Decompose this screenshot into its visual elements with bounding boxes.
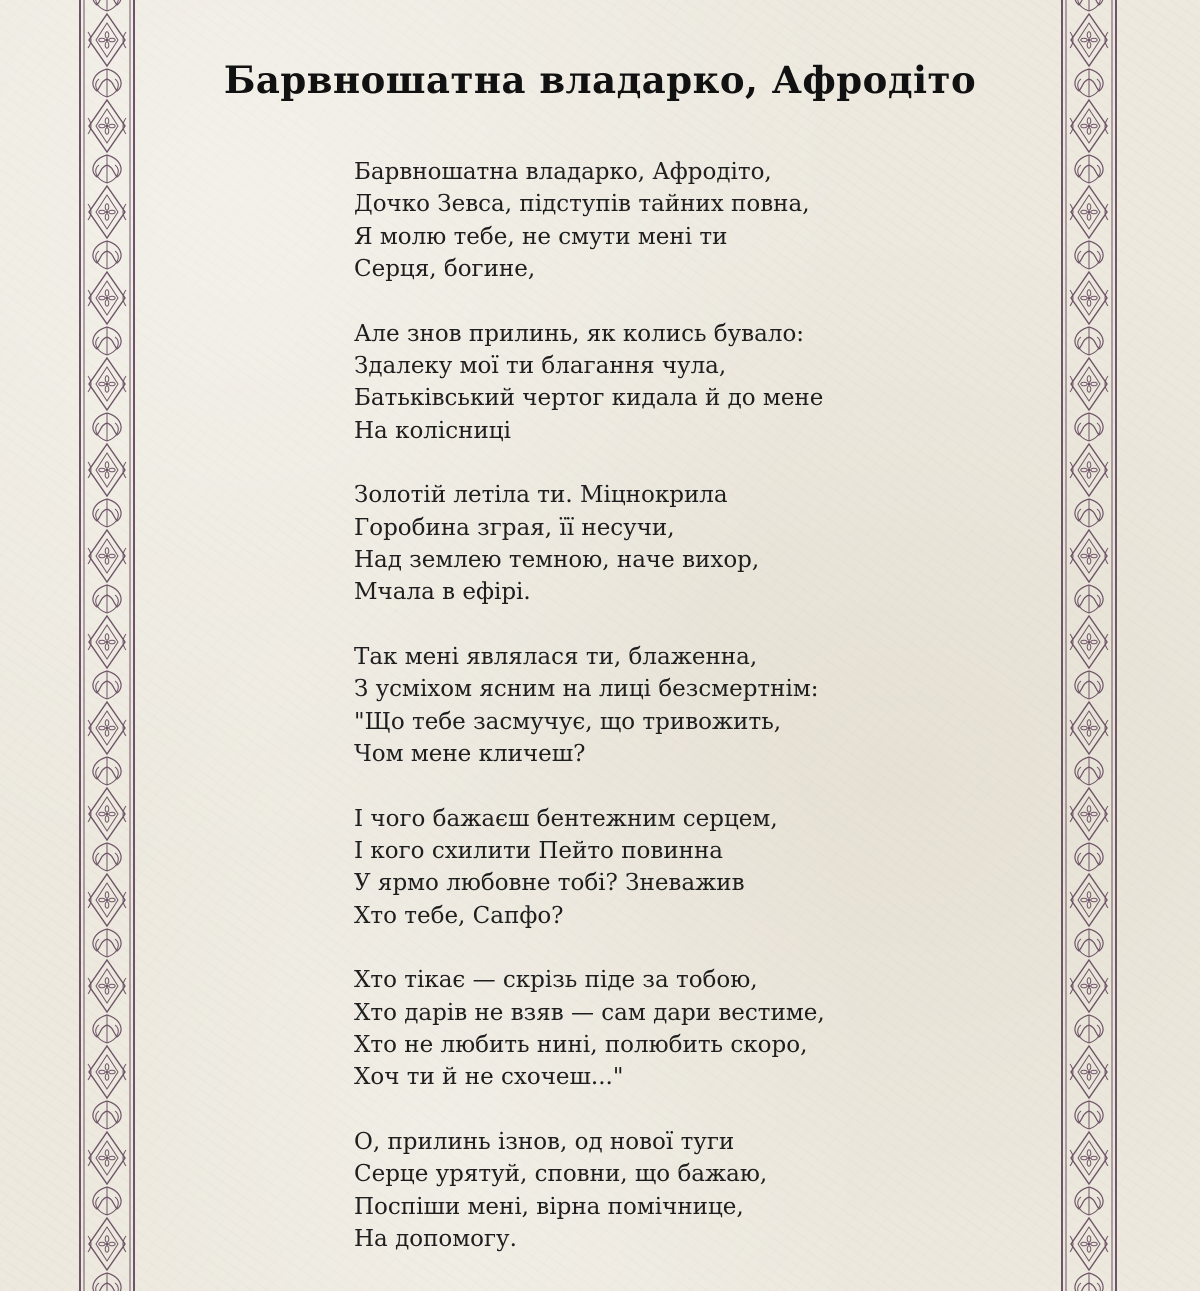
stanza: [354, 964, 994, 1094]
poem-line: У ярмо любовне тобі? Зневажив: [354, 870, 745, 897]
poem-line: І кого схилити Пейто повинна: [354, 837, 724, 864]
poem-line: Хто тебе, Сапфо?: [354, 902, 564, 929]
stanza: [354, 156, 994, 286]
poem-line: Золотій летіла ти. Міцнокрила: [354, 482, 728, 509]
stanza: [354, 1126, 994, 1256]
poem-line: Хто дарів не взяв — сам дари вестиме,: [354, 999, 825, 1026]
poem-body: [354, 156, 994, 1287]
poem-line: Барвношатна владарко, Афродіто,: [354, 159, 772, 185]
poem-line: На колісниці: [354, 417, 511, 444]
stanza: [354, 479, 994, 609]
stanza: [354, 318, 994, 448]
poem-line: Хто тікає — скрізь піде за тобою,: [354, 967, 758, 994]
poem-line: Я молю тебе, не смути мені ти: [354, 223, 728, 250]
poem-title: Барвношатна владарко, Афродіто: [223, 58, 977, 102]
stanza: [354, 641, 994, 771]
poem-line: Мчала в ефірі.: [354, 579, 531, 606]
poem-line: Горобина зграя, її несучи,: [354, 514, 675, 541]
poem-line: "Що тебе засмучує, що тривожить,: [354, 708, 782, 735]
poem-line: Над землею темною, наче вихор,: [354, 547, 760, 574]
ornament-pattern: [78, 0, 136, 1291]
poem-line: І чого бажаєш бентежним серцем,: [354, 805, 778, 832]
poem-line: Поспіши мені, вірна помічнице,: [354, 1193, 744, 1220]
poem-line: Батьківський чертог кидала й до мене: [354, 385, 824, 412]
poem-line: Хто не любить нині, полюбить скоро,: [354, 1031, 808, 1058]
poem-line: Здалеку мої ти благання чула,: [354, 353, 727, 380]
poem-line: Дочко Зевса, підступів тайних повна,: [354, 191, 810, 218]
poem-line: О, прилинь ізнов, од нової туги: [354, 1128, 735, 1155]
poem-line: Серце урятуй, сповни, що бажаю,: [354, 1161, 768, 1188]
poem-line: Але знов прилинь, як колись бувало:: [354, 320, 805, 347]
poem-line: Хоч ти й не схочеш...": [354, 1064, 624, 1091]
poem-line: З усміхом ясним на лиці безсмертнім:: [354, 676, 819, 703]
poem-line: Так мені являлася ти, блаженна,: [354, 643, 758, 670]
stanza: [354, 803, 994, 933]
left-ornamental-border: [78, 0, 136, 1291]
poem-line: На допомогу.: [354, 1225, 517, 1252]
poem-line: Серця, богине,: [354, 256, 536, 283]
poem-line: Чом мене кличеш?: [354, 741, 586, 768]
ornament-pattern: [1060, 0, 1118, 1291]
right-ornamental-border: [1060, 0, 1118, 1291]
